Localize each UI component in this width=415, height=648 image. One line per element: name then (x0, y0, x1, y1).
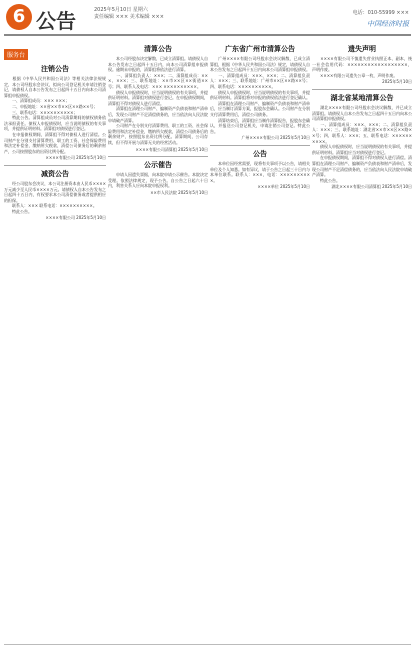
notice-paragraph: 一、清算组成员：×××、×××；二、清算组负责人：×××；三、联系地址：湖北省××市××区××路××号；四、联系人：×××；五、联系电话：××××××××××。 (312, 121, 412, 144)
issue-date: 2025年5月10日 星期六 (94, 7, 148, 13)
column-3 (210, 42, 310, 642)
contact-line: 电话：010-55999 ××× (352, 10, 409, 16)
notice-paragraph: 债权人申报债权时，应当说明债权的有关事项，并提供证明材料。清算组对债权进行登记。在申报债权期间，清算组不得对债权人进行清偿。 (108, 89, 208, 106)
notice-paragraph: 申请人因遗失票据，向本院申请公示催告。本院决定受理。依照法律规定，现予公告。自公告之日起六十日内，利害关系人应向本院申报权利。 (108, 172, 208, 189)
notice-paragraph: 本公司经股东决定解散，已成立清算组。请债权人自本公告发布之日起四十五日内，向本公司清算组申报债权。逾期未申报的，清算组将依法进行清算。 (108, 56, 208, 73)
notice-paragraph: 本单位因经营需要，现将有关事项予以公告，请相关单位及个人知悉。如有异议，请于公告之日起三十日内与本单位联系。联系人：×××，电话：××××××××××。 (210, 160, 310, 183)
notice-title: 广东省广州市清算公告 (225, 45, 295, 53)
notice (312, 93, 412, 190)
notice-paragraph: 经公司股东会决议，本公司注册资本由人民币××××万元减少至人民币××××万元。请债权人自本公告发布之日起四十五日内，有权要求本公司清偿债务或者提供相应的担保。 (4, 180, 106, 203)
notice-title: 公示催告 (144, 161, 172, 170)
notice-paragraph: 特此公告。 (312, 177, 340, 183)
notice-signature: ××××有限公司 2025年5月10日 (45, 155, 106, 161)
notice (312, 44, 412, 85)
notice-paragraph: 特此公告。 (4, 208, 32, 214)
notice (210, 149, 310, 190)
notice-title: 遗失声明 (348, 45, 376, 53)
notice-signature: 广州××××有限公司 2025年5月10日 (241, 135, 310, 141)
notice-paragraph: 联系人：××× 联系电话：××××××××××。 (4, 203, 97, 209)
notice-title: 减资公告 (41, 169, 69, 178)
column-4 (312, 42, 412, 642)
notice-paragraph: 在申报债权期间，清算组不得对债权人进行清偿。清算组在清理公司财产、编制资产负债表和财产清单后，发现公司财产不足清偿债务的，应当依法向人民法院申请破产清算。 (312, 155, 412, 178)
notice-paragraph: 特此公告。清算组成员对公司清算期间的债权债务依法承担责任。债权人申报债权时，应当说明债权的有关事项，并提供证明材料。清算组对债权进行登记。 (4, 115, 106, 132)
masthead-rule (4, 34, 411, 36)
section-title: 公告 (36, 9, 76, 33)
notice-paragraph: 一、清算组成员：××× ×××； (4, 98, 70, 104)
notice-paragraph: 债权人申报债权时，应当说明债权的有关事项，并提供证明材料。清算组应当对债权进行登记。 (312, 144, 412, 155)
column-1 (4, 42, 106, 642)
notice-paragraph: 清算组在清理公司财产、编制资产负债表和财产清单后，应当制订清算方案，报股东会确认。公司财产在分别支付清算费用后，清偿公司债务。 (210, 100, 310, 117)
notice-paragraph: 一、清算组负责人：×××；二、清算组成员：×××、×××；三、联系地址：××市××区××街道××号；四、联系人及电话：××× ××××××××××。 (108, 72, 208, 89)
notice-paragraph: 根据《中华人民共和国公司法》等相关法律法规规定，本公司经股东会决议，拟向公司登记机关申请注销登记，请债权人自本公告发布之日起四十五日内向本公司清算组申报债权。 (4, 76, 106, 98)
notice-title: 公告 (253, 149, 267, 158)
notice-signature: ××××有限公司清算组 2025年5月10日 (135, 146, 208, 152)
notice-signature: ××××有限公司 2025年5月10日 (45, 215, 106, 221)
notice-divider (4, 165, 106, 166)
notice-title: 清算公告 (144, 45, 172, 53)
notice-paragraph: 广州××××有限公司经股东会决议解散，已成立清算组，根据《中华人民共和国公司法》规定，请债权人自本公告发布之日起四十五日内向本公司清算组申报债权。 (210, 56, 310, 73)
section-tag: 服务台 (4, 49, 28, 60)
notice-title: 湖北省某地清算公告 (330, 93, 394, 102)
notice-divider (210, 145, 310, 146)
notice-signature: ××××单位 2025年5月10日 (257, 184, 310, 190)
notice-paragraph: 二、申报地址：××省××市××区××路××号； (4, 103, 98, 109)
notice-title: 注销公告 (41, 65, 69, 73)
notice-paragraph: 清算组在清理公司财产、编制资产负债表和财产清单后，发现公司财产不足清偿债务的，应当依法向人民法院申请破产清算。 (108, 106, 208, 123)
notice-signature: ××市人民法院 2025年5月10日 (150, 189, 208, 195)
notice (108, 44, 208, 152)
editor-line: 责任编辑 ××× 美术编辑 ××× (94, 14, 164, 20)
notice-signature: 湖北××××有限公司清算组 2025年5月10日 (331, 184, 412, 190)
masthead (0, 0, 415, 44)
notice (4, 64, 106, 161)
notice-paragraph: 债权人申报债权时，应当说明债权的有关事项，并提供证明材料。清算组将对申报的债权依法进行登记确认。 (210, 89, 310, 101)
notice-paragraph: 在申报债权期间，清算组不得对债权人进行清偿。公司财产在分别支付清算费用、职工的工资、社会保险费用和法定补偿金，缴纳所欠税款，清偿公司债务后的剩余财产，公司按照股东的出资比例分配。 (4, 131, 106, 154)
notice-paragraph: 湖北××××有限公司经股东会决议解散，并已成立清算组。请债权人自本公告发布之日起四十五日内向本公司清算组申报债权。 (312, 104, 412, 122)
notice-paragraph: ××××有限公司遗失公章一枚，声明作废。 (312, 72, 398, 78)
notice-paragraph: 公司财产在分别支付清算费用、职工的工资、社会保险费用和法定补偿金，缴纳所欠税款，清偿公司债务后的剩余财产，按照股东出资比例分配。清算期间，公司存续，但不得开展与清算无关的经营活动。 (108, 123, 208, 145)
notice-divider (312, 89, 412, 90)
notice (210, 44, 310, 141)
footer-rule (4, 644, 411, 645)
notice-divider (108, 156, 208, 157)
issue-meta (94, 7, 164, 21)
notice (4, 169, 106, 221)
newspaper-logo: 中国经济时报 (367, 20, 409, 28)
page-number: 6 (6, 4, 32, 30)
notice-paragraph: 清算结束后，清算组应当制作清算报告，报股东会确认，并报送公司登记机关，申请注销公司登记。特此公告。 (210, 117, 310, 134)
column-2 (108, 42, 208, 642)
notice-paragraph: ××××有限公司不慎遗失营业执照正本、副本，统一社会信用代码：××××××××××××××××××，声明作废。 (312, 56, 412, 73)
notice-signature: 2025年5月10日 (382, 79, 412, 85)
notice (108, 160, 208, 195)
notice-paragraph: 一、清算组成员：×××、×××；二、清算组负责人：×××；三、联系地址：广州市××区××路××号；四、联系电话：××××××××××。 (210, 72, 310, 89)
notice-paragraph: 三、联系电话：××××××××××； (4, 109, 78, 115)
